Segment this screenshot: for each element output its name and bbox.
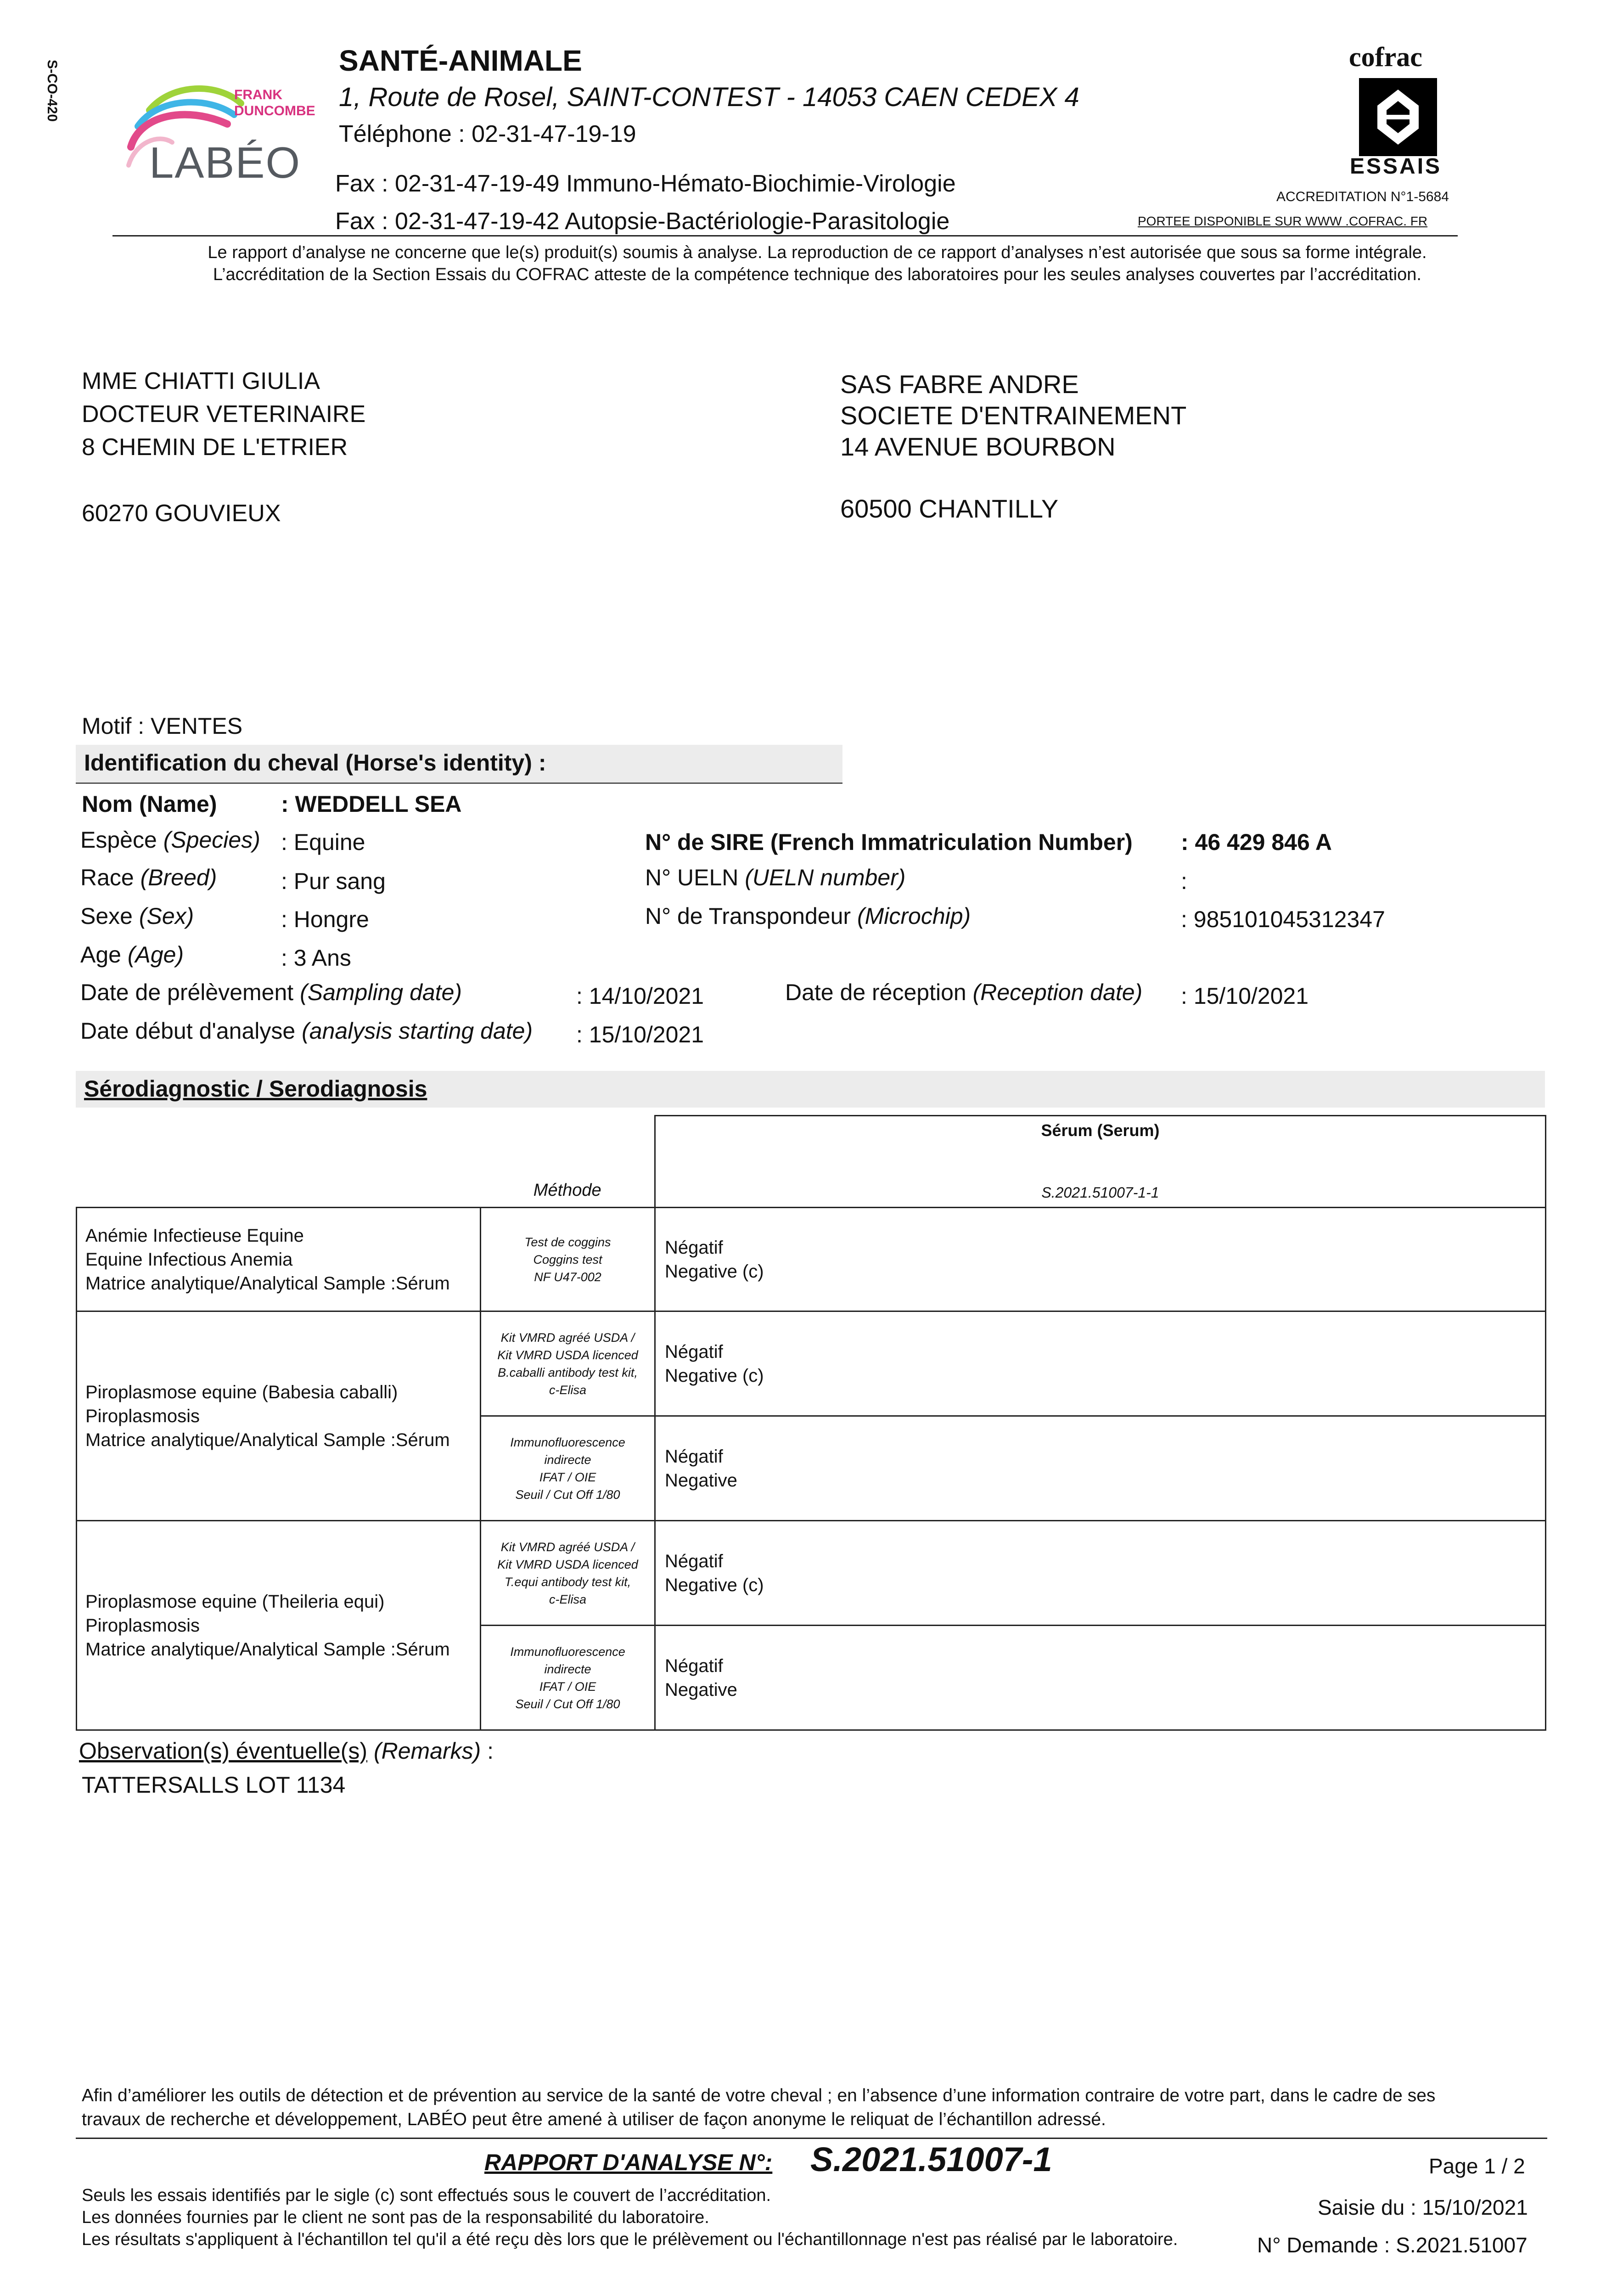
method-line: IFAT / OIE	[539, 1679, 596, 1694]
method-line: Seuil / Cut Off 1/80	[515, 1697, 620, 1711]
header-empty-cell	[77, 1116, 481, 1208]
method-cell	[481, 1208, 655, 1311]
method-cell	[481, 1311, 655, 1416]
footer-notice-line-2: travaux de recherche et développement, LABÉO peut être amené à utiliser de façon anonyme le reliquat de l’échantillon adressé.	[82, 2110, 1106, 2129]
lab-telephone: Téléphone : 02-31-47-19-19	[339, 121, 636, 147]
method-line: Kit VMRD USDA licenced	[497, 1557, 638, 1571]
result-en: Negative (c)	[665, 1365, 764, 1386]
method-line: c-Elisa	[549, 1592, 586, 1606]
identity-section-title: Identification du cheval (Horse's identity) :	[84, 750, 546, 776]
breed-label	[80, 864, 217, 891]
method-line: Seuil / Cut Off 1/80	[515, 1487, 620, 1502]
sample-id: S.2021.51007-1-1	[1041, 1184, 1159, 1201]
method-line: c-Elisa	[549, 1383, 586, 1397]
species-label	[80, 827, 260, 853]
results-header-row	[77, 1116, 1546, 1208]
ueln-label-en: (UELN number)	[745, 865, 906, 890]
sampling-label-fr: Date de prélèvement	[80, 979, 294, 1005]
transponder-label-en: (Microchip)	[857, 903, 971, 929]
transponder-label-fr: N° de Transpondeur	[645, 903, 851, 929]
sex-label-fr: Sexe	[80, 903, 133, 929]
species-label-en: (Species)	[163, 827, 260, 853]
method-line: Immunofluorescence	[510, 1644, 625, 1659]
start-label-en: (analysis starting date)	[302, 1018, 533, 1044]
method-line: T.equi antibody test kit,	[504, 1575, 631, 1589]
analysis-name: Piroplasmose equine (Babesia caballi)	[85, 1382, 398, 1402]
analysis-name-en: Piroplasmosis	[85, 1615, 200, 1636]
ueln-value: :	[1181, 868, 1187, 894]
remarks-label	[79, 1738, 494, 1764]
entry-date: Saisie du : 15/10/2021	[1318, 2195, 1528, 2219]
analysis-cell	[77, 1208, 481, 1311]
table-row	[77, 1521, 1546, 1626]
remarks-value: TATTERSALLS LOT 1134	[82, 1772, 346, 1798]
logo-text-duncombe: DUNCOMBE	[234, 103, 315, 118]
result-en: Negative (c)	[665, 1261, 764, 1282]
analysis-start-label	[80, 1018, 533, 1044]
report-number-label: RAPPORT D'ANALYSE N°:	[484, 2150, 773, 2175]
footer-note-2: Les données fournies par le client ne sont pas de la responsabilité du laboratoire.	[82, 2208, 709, 2227]
analysis-cell	[77, 1311, 481, 1521]
sex-value: : Hongre	[281, 906, 369, 932]
sex-label-en: (Sex)	[139, 903, 194, 929]
method-line: Test de coggins	[524, 1235, 611, 1249]
age-label-fr: Age	[80, 942, 121, 968]
ueln-label-fr: N° UELN	[645, 865, 739, 890]
disclaimer	[83, 242, 1552, 286]
portee-link[interactable]: PORTEE DISPONIBLE SUR WWW .COFRAC. FR	[1138, 214, 1428, 228]
cofrac-emblem-icon	[1359, 78, 1437, 156]
recipient-right-city: 60500 CHANTILLY	[840, 494, 1059, 523]
lab-address: 1, Route de Rosel, SAINT-CONTEST - 14053 CAEN CEDEX 4	[339, 82, 1079, 112]
results-table	[76, 1115, 1546, 1731]
method-cell	[481, 1626, 655, 1730]
recipient-left-title: DOCTEUR VETERINAIRE	[82, 401, 366, 428]
footer-rule	[76, 2138, 1547, 2139]
recipient-left-name: MME CHIATTI GIULIA	[82, 368, 320, 394]
footer-note-1: Seuls les essais identifiés par le sigle (c) sont effectués sous le couvert de l’accréditation.	[82, 2186, 771, 2205]
result-cell	[655, 1311, 1546, 1416]
remarks-label-fr: Observation(s) éventuelle(s)	[79, 1738, 368, 1764]
identity-section-header	[76, 745, 842, 784]
species-label-fr: Espèce	[80, 827, 157, 853]
result-cell	[655, 1416, 1546, 1521]
analysis-name: Anémie Infectieuse Equine	[85, 1225, 304, 1246]
table-row	[77, 1311, 1546, 1416]
species-value: : Equine	[281, 829, 365, 855]
result-fr: Négatif	[665, 1341, 723, 1362]
method-cell	[481, 1521, 655, 1626]
remarks-colon: :	[487, 1738, 494, 1764]
motif: Motif : VENTES	[82, 713, 243, 739]
serum-column-header	[655, 1116, 1546, 1208]
sire-value: : 46 429 846 A	[1181, 829, 1332, 855]
logo-wordmark: LABÉO	[149, 138, 301, 187]
result-en: Negative (c)	[665, 1575, 764, 1595]
method-line: indirecte	[544, 1662, 591, 1676]
transponder-value: : 985101045312347	[1181, 906, 1385, 932]
breed-value: : Pur sang	[281, 868, 386, 894]
logo-text-frank: FRANK	[234, 87, 282, 102]
cofrac-essais: ESSAIS	[1350, 154, 1442, 179]
remarks-label-en: (Remarks)	[373, 1738, 481, 1764]
method-line: Immunofluorescence	[510, 1435, 625, 1449]
labeo-logo	[117, 78, 319, 197]
result-cell	[655, 1521, 1546, 1626]
document-code: S-CO-420	[45, 60, 60, 122]
header-rule	[112, 235, 1458, 236]
lab-fax-2: Fax : 02-31-47-19-42 Autopsie-Bactériologie-Parasitologie	[335, 208, 950, 235]
footer-notice-line-1: Afin d’améliorer les outils de détection et de prévention au service de la santé de votre cheval ; en l’absence d’une information contraire de votre part, dans le cadre de ses	[82, 2086, 1436, 2105]
accreditation-number: ACCREDITATION N°1-5684	[1276, 189, 1449, 204]
method-cell	[481, 1416, 655, 1521]
result-fr: Négatif	[665, 1237, 723, 1258]
sire-label: N° de SIRE (French Immatriculation Number)	[645, 829, 1133, 855]
age-label-en: (Age)	[127, 942, 184, 968]
analysis-start-value: : 15/10/2021	[576, 1022, 704, 1047]
disclaimer-line-1: Le rapport d’analyse ne concerne que le(s) produit(s) soumis à analyse. La reproduction de ce rapport d’analyses n’est autorisée que sous sa forme intégrale.	[208, 243, 1427, 262]
method-line: Coggins test	[533, 1252, 602, 1266]
reception-label-en: (Reception date)	[972, 979, 1143, 1005]
recipient-right-street: 14 AVENUE BOURBON	[840, 432, 1116, 461]
sampling-date-value: : 14/10/2021	[576, 983, 704, 1009]
method-line: B.caballi antibody test kit,	[498, 1365, 638, 1379]
name-label: Nom (Name)	[82, 791, 217, 817]
analysis-name: Piroplasmose equine (Theileria equi)	[85, 1591, 385, 1612]
breed-label-fr: Race	[80, 865, 134, 890]
analysis-matrix: Matrice analytique/Analytical Sample :Sérum	[85, 1429, 450, 1450]
request-number: N° Demande : S.2021.51007	[1257, 2233, 1528, 2257]
ueln-label	[645, 864, 905, 891]
result-en: Negative	[665, 1679, 737, 1700]
result-cell	[655, 1626, 1546, 1730]
result-cell	[655, 1208, 1546, 1311]
serology-section-title: Sérodiagnostic / Serodiagnosis	[84, 1076, 427, 1102]
method-column-header: Méthode	[533, 1181, 601, 1200]
reception-date-value: : 15/10/2021	[1181, 983, 1309, 1009]
method-line: Kit VMRD agréé USDA /	[500, 1540, 635, 1554]
analysis-name-en: Equine Infectious Anemia	[85, 1249, 293, 1270]
start-label-fr: Date début d'analyse	[80, 1018, 296, 1044]
result-fr: Négatif	[665, 1551, 723, 1571]
result-fr: Négatif	[665, 1446, 723, 1467]
table-row	[77, 1208, 1546, 1311]
method-line: Kit VMRD agréé USDA /	[500, 1330, 635, 1345]
sex-label	[80, 903, 194, 929]
serology-section-header	[76, 1071, 1545, 1108]
recipient-left-street: 8 CHEMIN DE L'ETRIER	[82, 434, 348, 461]
result-fr: Négatif	[665, 1655, 723, 1676]
cofrac-wordmark: cofrac	[1349, 42, 1422, 72]
cofrac-logo	[1345, 41, 1446, 179]
breed-label-en: (Breed)	[140, 865, 217, 890]
method-line: indirecte	[544, 1452, 591, 1467]
analysis-name-en: Piroplasmosis	[85, 1406, 200, 1426]
sampling-date-label	[80, 979, 462, 1006]
lab-title: SANTÉ-ANIMALE	[339, 44, 582, 77]
name-value: : WEDDELL SEA	[281, 791, 462, 817]
lab-fax-1: Fax : 02-31-47-19-49 Immuno-Hémato-Biochimie-Virologie	[335, 170, 956, 197]
footer-note-3: Les résultats s'appliquent à l'échantillon tel qu'il a été reçu dès lors que le prélèvement ou l'échantillonnage n'est pas réalisé par le laboratoire.	[82, 2230, 1178, 2249]
method-line: NF U47-002	[534, 1270, 601, 1284]
report-number: S.2021.51007-1	[810, 2140, 1052, 2178]
transponder-label	[645, 903, 971, 929]
result-en: Negative	[665, 1470, 737, 1491]
age-value: : 3 Ans	[281, 945, 351, 971]
serum-header-label: Sérum (Serum)	[1041, 1121, 1160, 1140]
analysis-matrix: Matrice analytique/Analytical Sample :Sérum	[85, 1639, 450, 1660]
recipient-left-city: 60270 GOUVIEUX	[82, 500, 281, 527]
recipient-right-company: SOCIETE D'ENTRAINEMENT	[840, 401, 1187, 430]
age-label	[80, 941, 184, 968]
reception-date-label	[785, 979, 1142, 1006]
reception-label-fr: Date de réception	[785, 979, 966, 1005]
recipient-right-name: SAS FABRE ANDRE	[840, 370, 1079, 399]
analysis-cell	[77, 1521, 481, 1730]
method-line: IFAT / OIE	[539, 1470, 596, 1484]
sampling-label-en: (Sampling date)	[300, 979, 462, 1005]
disclaimer-line-2: L’accréditation de la Section Essais du COFRAC atteste de la compétence technique des laboratoires pour les seules analyses couvertes par l’accréditation.	[213, 265, 1421, 284]
analysis-matrix: Matrice analytique/Analytical Sample :Sérum	[85, 1273, 450, 1294]
page-number: Page 1 / 2	[1429, 2154, 1525, 2178]
method-line: Kit VMRD USDA licenced	[497, 1348, 638, 1362]
